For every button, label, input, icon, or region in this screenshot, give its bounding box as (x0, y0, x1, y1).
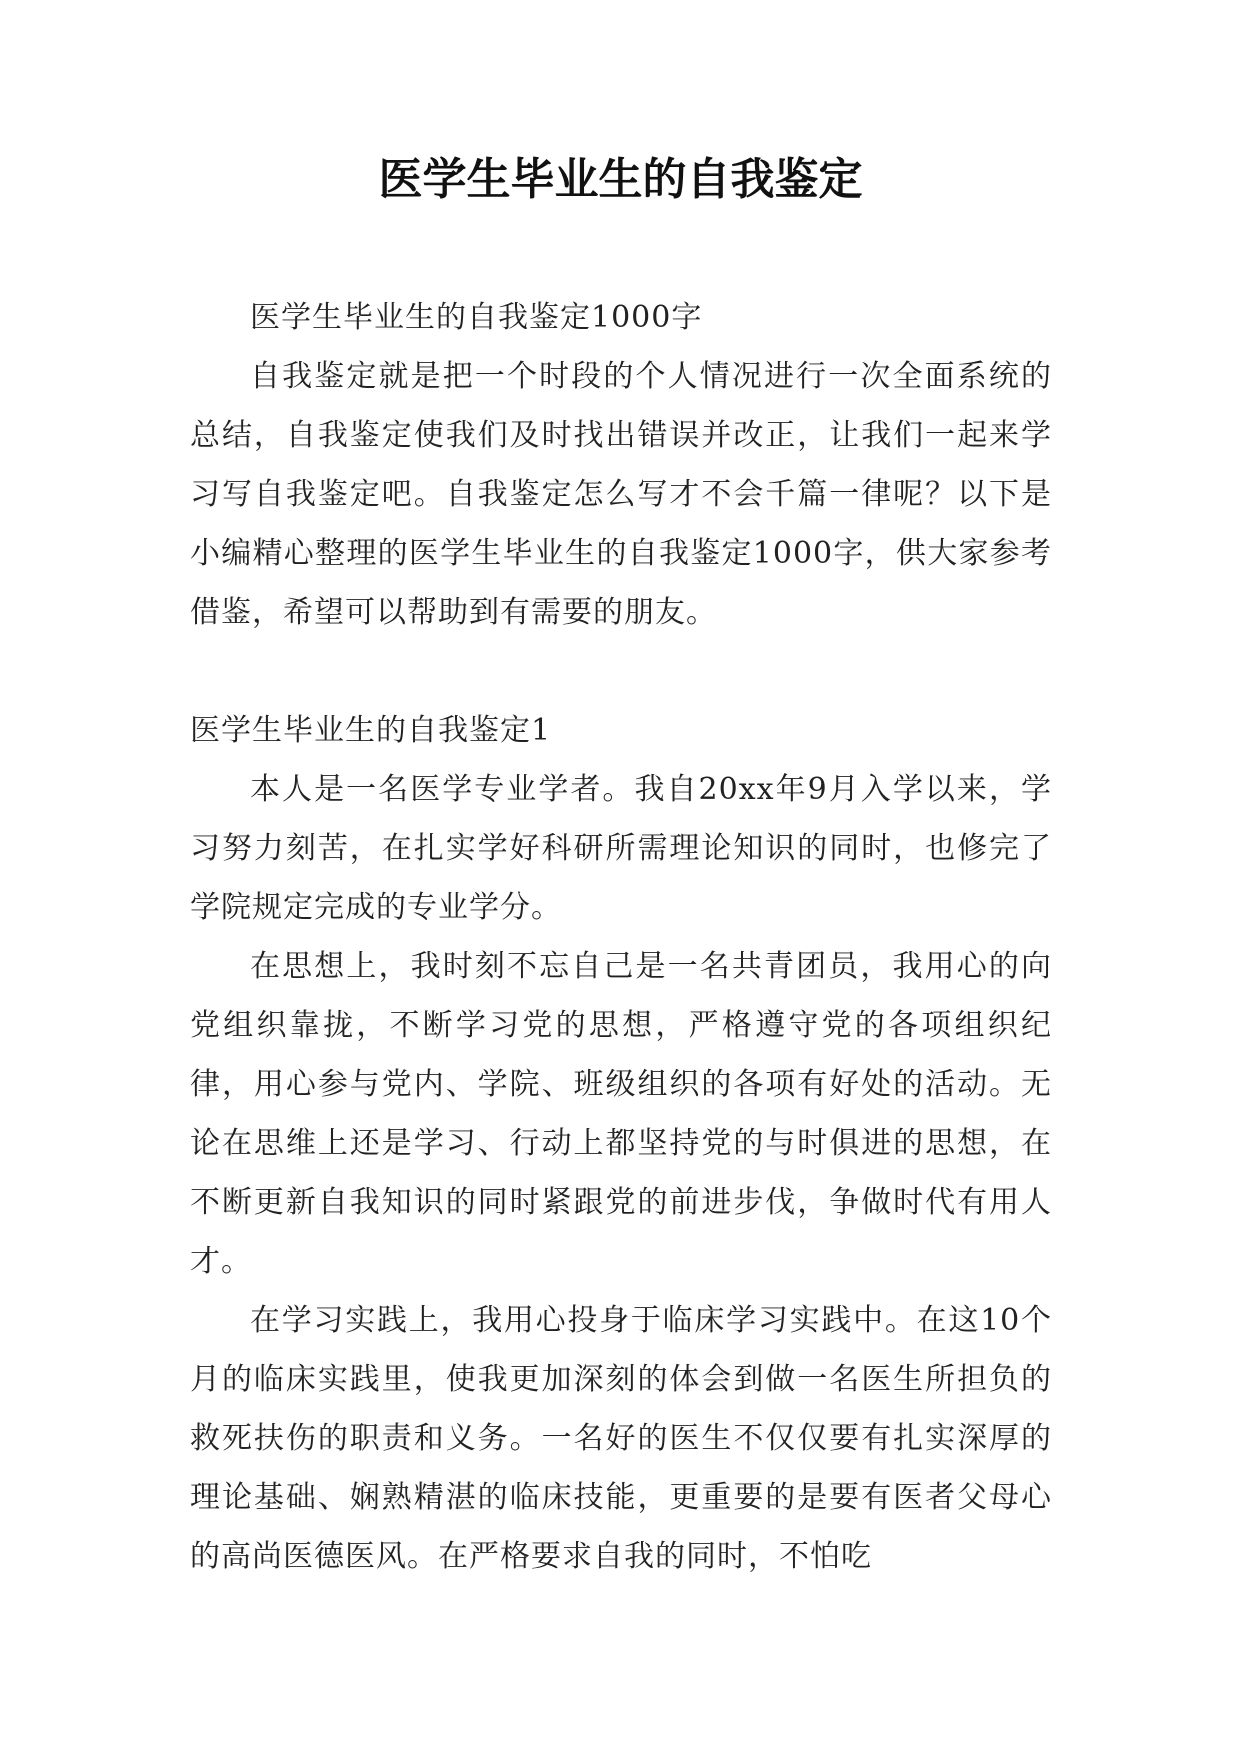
document-title: 医学生毕业生的自我鉴定 (378, 154, 863, 205)
body-paragraph-1: 本人是一名医学专业学者。我自20xx年9月入学以来，学习努力刻苦，在扎实学好科研所需理论知识的同时，也修完了学院规定完成的专业学分。 (190, 772, 1052, 925)
intro-paragraph: 自我鉴定就是把一个时段的个人情况进行一次全面系统的总结，自我鉴定使我们及时找出错误并改正，让我们一起来学习写自我鉴定吧。自我鉴定怎么写才不会千篇一律呢？以下是小编精心整理的医学生毕业生的自我鉴定1000字，供大家参考借鉴，希望可以帮助到有需要的朋友。 (190, 359, 1052, 630)
body-paragraph-3: 在学习实践上，我用心投身于临床学习实践中。在这10个月的临床实践里，使我更加深刻的体会到做一名医生所担负的救死扶伤的职责和义务。一名好的医生不仅仅要有扎实深厚的理论基础、娴熟精湛的临床技能，更重要的是要有医者父母心的高尚医德医风。在严格要求自我的同时，不怕吃 (190, 1303, 1052, 1574)
subtitle: 医学生毕业生的自我鉴定1000字 (250, 300, 703, 335)
section-heading: 医学生毕业生的自我鉴定1 (190, 713, 552, 748)
body-paragraph-2: 在思想上，我时刻不忘自己是一名共青团员，我用心的向党组织靠拢，不断学习党的思想，严格遵守党的各项组织纪律，用心参与党内、学院、班级组织的各项有好处的活动。无论在思维上还是学习、行动上都坚持党的与时俱进的思想，在不断更新自我知识的同时紧跟党的前进步伐，争做时代有用人才。 (190, 949, 1052, 1279)
paragraph-spacer (190, 642, 1052, 701)
document-body (190, 288, 1052, 1586)
